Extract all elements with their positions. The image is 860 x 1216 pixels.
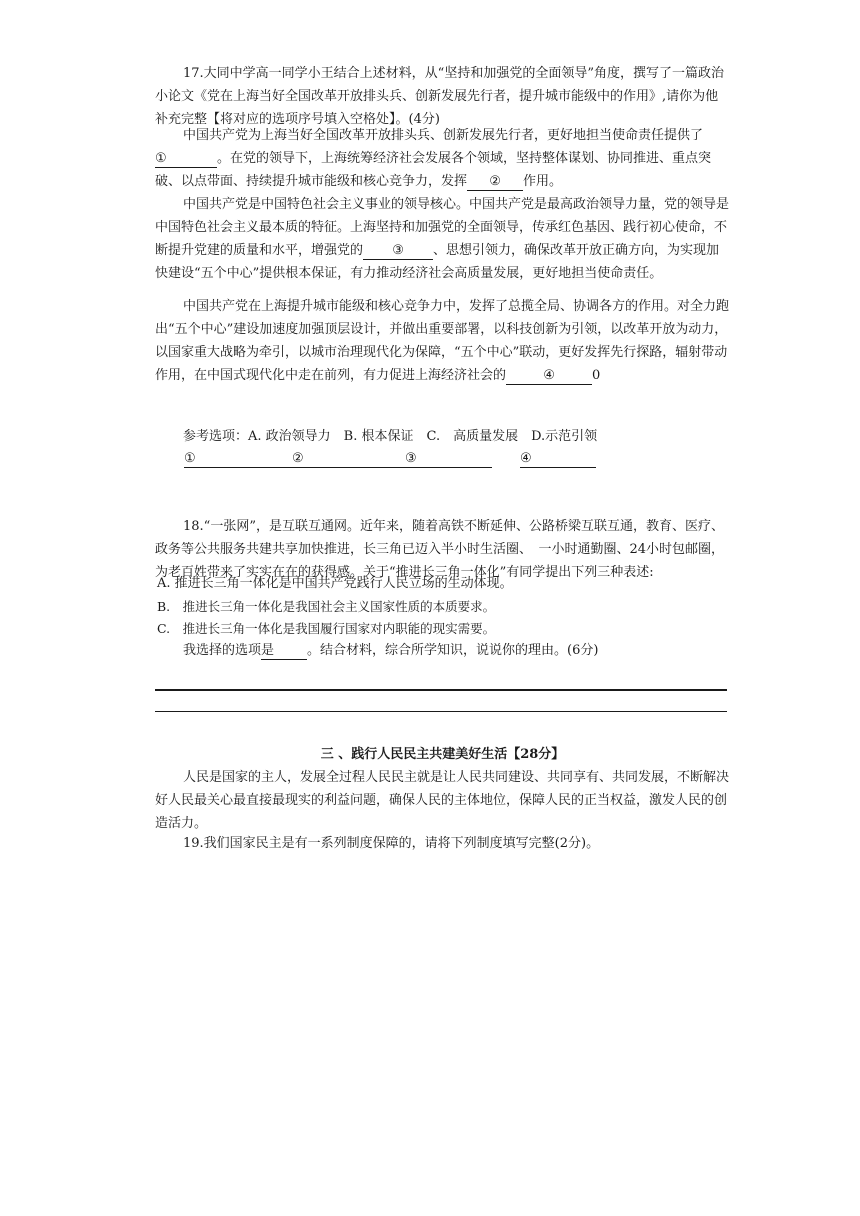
blank-1[interactable]: ① [155, 151, 217, 168]
q18-answer-prompt [155, 639, 730, 662]
q17-paragraph-2 [155, 193, 730, 285]
q18-stem: 18.“一张网”，是互联互通网。近年来，随着高铁不断延伸、公路桥梁互联互通，教育、医疗、政务等公共服务共建共享加快推进，长三角已迈入半小时生活圈、 一小时通勤圈、24小时包邮圈，为老百姓带来了实实在在的获得感。关于“推进长三角一体化”有同学提出下列三种表述: [155, 519, 725, 580]
q17-paragraph-3 [155, 295, 730, 387]
q17-answer-row [184, 447, 664, 470]
q17-stem: 17.大同中学高一同学小王结合上述材料，从“坚持和加强党的全面领导”角度，撰写了一篇政治小论文《党在上海当好全国改革开放排头兵、创新发展先行者，提升城市能级中的作用》,请你为他补充完整【将对应的选项序号填入空格处】。(4分) [155, 66, 724, 127]
q17-reference-options: 参考选项：A. 政治领导力 B. 根本保证 C. 高质量发展 D.示范引领 [183, 429, 598, 444]
blank-3[interactable]: ③ [363, 243, 433, 260]
q17-para1-text-a: 中国共产党为上海当好全国改革开放排头兵、创新发展先行者，更好地担当使命责任提供了 [183, 128, 704, 143]
answer-blank-4[interactable]: ④ [520, 451, 596, 468]
q17-para1-text-b: 。在党的领导下，上海统筹经济社会发展各个领域，坚持整体谋划、协同推进、重点突破、以点带面、持续提升城市能级和核心竞争力，发挥 [155, 151, 712, 189]
blank-2[interactable]: ② [467, 174, 523, 191]
answer-blank-1[interactable]: ① [184, 451, 292, 468]
q19-stem: 19.我们国家民主是有一系列制度保障的，请将下列制度填写完整(2分)。 [183, 836, 600, 851]
q18-answer-text-a: 我选择的选项 [183, 643, 262, 658]
q17-para2-text-b: 、思想引领力，确保改革开放正确方向，为实现加快建设“五个中心”提供根本保证，有力推动经济社会高质量发展，更好地担当使命责任。 [155, 243, 720, 281]
q17-para2-text-a: 中国共产党是中国特色社会主义事业的领导核心。中国共产党是最高政治领导力量，党的领导是中国特色社会主义最本质的特征。上海坚持和加强党的全面领导，传承红色基因、践行初心使命，不断提升党建的质量和水平，增强党的 [155, 197, 730, 258]
blank-4[interactable]: ④ [506, 368, 592, 385]
section-3-title: 三 、践行人民民主共建美好生活【28分】 [320, 747, 565, 762]
q17-para3-text-a: 中国共产党在上海提升城市能级和核心竞争力中，发挥了总揽全局、协调各方的作用。对全力跑出“五个中心”建设加速度加强顶层设计，并做出重要部署，以科技创新为引领，以改革开放为动力，以国家重大战略为牵引，以城市治理现代化为保障，“五个中心”联动，更好发挥先行探路，辐射带动作用，在中国式现代化中走在前列，有力促进上海经济社会的 [155, 299, 730, 383]
q18-answer-text-b: 。结合材料，综合所学知识，说说你的理由。(6分) [307, 643, 599, 658]
q18-option-c: C. 推进长三角一体化是我国履行国家对内职能的现实需要。 [157, 621, 496, 636]
answer-blank-3[interactable]: ③ [405, 451, 492, 468]
answer-blank-2[interactable]: ② [292, 451, 405, 468]
q18-option-b: B. 推进长三角一体化是我国社会主义国家性质的本质要求。 [157, 599, 496, 614]
q17-para1-text-c: 作用。 [523, 174, 563, 189]
q18-option-a: A. 推进长三角一体化是中国共产党践行人民立场的生动体现。 [157, 576, 513, 591]
q18-choice-blank[interactable]: 是 [261, 643, 307, 660]
answer-line-2[interactable] [155, 711, 727, 712]
answer-line-1[interactable] [155, 689, 727, 691]
q17-para3-text-b: 0 [592, 368, 601, 383]
section-3-intro: 人民是国家的主人，发展全过程人民民主就是让人民共同建设、共同享有、共同发展，不断解决好人民最关心最直接最现实的利益问题，确保人民的主体地位，保障人民的正当权益，激发人民的创造活力。 [155, 770, 730, 831]
q17-paragraph-1 [155, 124, 730, 193]
